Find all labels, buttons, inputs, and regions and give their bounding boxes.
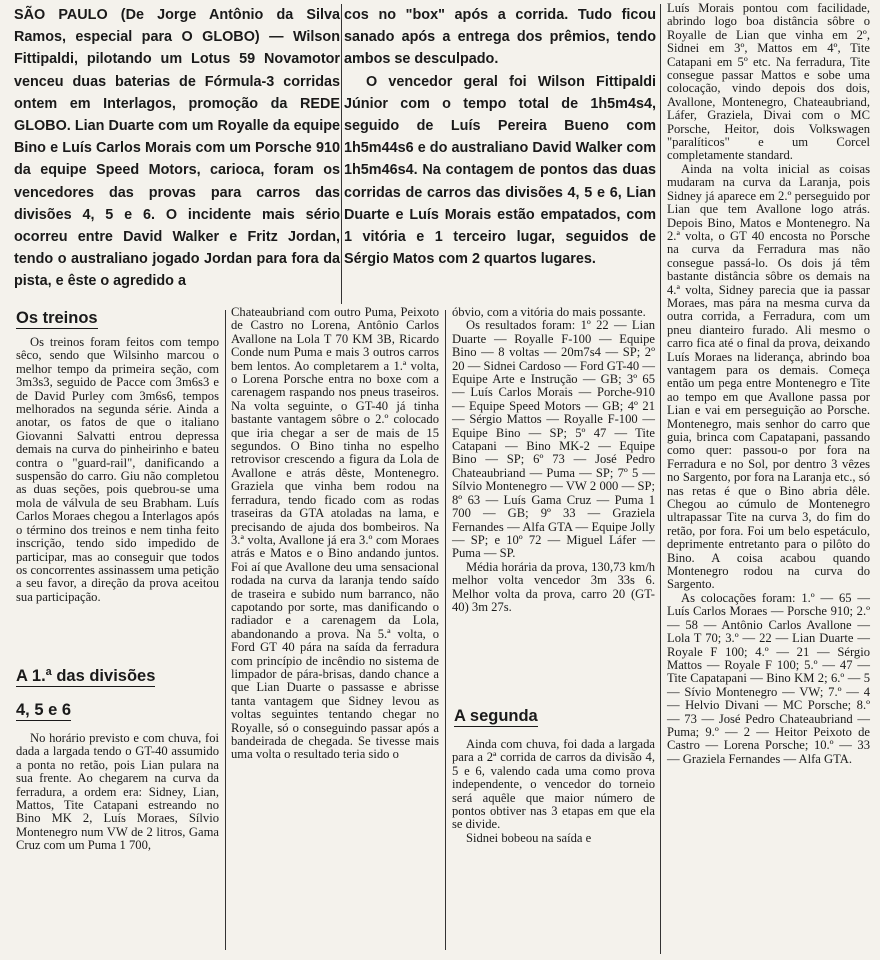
treinos-column (16, 336, 219, 604)
column-3-average: Média horária da prova, 130,73 km/h melhor volta vencedor 3m 33s 6. Melhor volta da prova, carro 20 (GT-40) 3m 27s. (452, 559, 655, 614)
column-4-placings: As colocações foram: 1.º — 65 — Luís Carlos Moraes — Porsche 910; 2.º — 58 — Antônio Carlos Avallone — Lola T 70; 3.º — 22 — Lian Duarte — Royale F 100; 4.º — 21 — Sérgio Mattos — Royale F 100; 5.º — 47 — Tite Capatapani — Bino KM 2; 6.º — 5 — Sívio Montenegro — VW; 7.º — 4 — Helvio Divani — MC Porsche; 8.º — 73 — José Pedro Chateaubriand — Puma; 9.º — 2 — Heitor Peixoto de Castro — Lorena Porsche; 10.º — 33 — Graziela Fernandes — Alfa GTA. (667, 590, 870, 766)
lead-continuation (344, 4, 656, 270)
section-heading-text: 4, 5 e 6 (16, 701, 72, 719)
column-3 (452, 306, 655, 614)
column-3-results: Os resultados foram: 1º 22 — Lian Duarte — Royalle F-100 — Equipe Bino — 8 voltas — 20m7s4 — SP; 2º 20 — Sidnei Cardoso — Ford GT-40 — Equipe Arte e Instrução — GB; 3º 65 — Luís Carlos Morais — Porche-910 — Equipe Speed Motors — GB; 4º 21 — Sérgio Mattos — Royalle F-100 — Equipe Bino — SP; 5º 47 — Tite Catapani — Bino MK-2 — Equipe Bino — SP; 6º 73 — José Pedro Chateaubriand — Puma — SP; 7º 5 — Sílvio Montenegro — VW 2 000 — SP; 8º 63 — Luís Gama Cruz — Puma 1 700 — GB; 9º 33 — Graziela Fernandes — Alfa GTA — Equipe Jolly — SP; e 10º 72 — Miguel Láfer — Puma — SP. (452, 318, 655, 561)
column-2 (231, 306, 439, 762)
column-2-text: Chateaubriand com outro Puma, Peixoto de Castro no Lorena, Antônio Carlos Avallone na Lola T 70 KM 3B, Ricardo Conde num Puma e mais 3 outros carros bem lentos. Ao completarem a 1.ª volta, o Lorena Porsche entra no boxe com a carenagem raspando nos pneus traseiros. Na volta seguinte, o GT-40 já tinha bastante vantagem sôbre o 2.º colocado que iria chegar a ser de mais de 15 segundos. O Bino tinha no espelho retrovisor crescendo a figura da Lola de Avallone e atrás dêste, Montenegro. Graziela que vinha bem rodou na ferradura, tendo ficado com as rodas traseiras da GTA atoladas na lama, e precisando de ajuda dos bombeiros. Na 3.ª volta, Avallone já era 3.º com Moraes atrás e Matos e o Bino andando juntos. Foi aí que Avallone deu uma sensacional rodada na curva da laranja tendo saído de traseira e subido num barranco, não capotando por sorte, mas danificando o radiador e a carenagem da Lola, abandonando a prova. Na 5.ª volta, o Ford GT 40 pára na saída da ferradura com princípio de incêndio no sistema de limpador de pára-brisas, dando chance a que Lian Duarte o passasse e abrisse tanta vantagem que Sidney levou as voltas seguintes tentando chegar no Royalle, só o conseguindo passar após a bandeirada de chegada. Se tivesse mais uma volta o resultado teria sido o (231, 305, 439, 762)
segunda-text: Ainda com chuva, foi dada a largada para a 2ª corrida de carros da divisão 4, 5 e 6, valendo cada uma como prova independente, o vencedor do torneio será aquêle que maior número de pontos obtiver nas 3 etapas em que ela se divide. (452, 737, 655, 832)
column-4 (667, 2, 870, 766)
column-rule (445, 310, 446, 950)
section-heading-primeira-line2 (16, 698, 216, 722)
column-4-text-1: Luís Morais pontou com facilidade, abrindo logo boa distância sôbre o Royalle de Lian que vinha em 2º, Sidnei em 3º, Mattos em 4º, Tite Catapani em 5º etc. Na ferradura, Tite consegue passar Mattos e sobe uma colocação, vindo depois dos dois, Avallone, Montenegro, Chateaubriand, Láfer, Graziela, Divai com o MC Porsche, Heitor, dois Volkswagen "paralíticos" e um Corcel completamente standard. (667, 1, 870, 163)
column-rule (225, 310, 226, 950)
treinos-text: Os treinos foram feitos com tempo sêco, sendo que Wilsinho marcou o melhor tempo da primeira seção, com 3m3s3, seguido de Pacce com 3m6s3 e de David Purley com 3m6s6, tempos melhorados na segunda série. Ainda a anotar, os fatos de que o italiano Giovanni Salvatti entrou depressa demais na curva do pinheirinho e bateu contra o "guard-rail", danificando a suspensão do carro. Giu não completou as duas seções, pois quebrou-se uma mola de válvula de seu Brabham. Luís Carlos Moraes chegou a Interlagos após o término dos treinos e nem tinha feito inscrição, tendo sido impedido de participar, mas ao conseguir que todos os concorrentes assinassem uma petição a seu favor, a direção da prova aceitou sua participação. (16, 335, 219, 604)
section-heading-text: Os treinos (16, 309, 98, 327)
section-heading-segunda (454, 704, 644, 728)
lead-paragraph: SÃO PAULO (De Jorge Antônio da Silva Ramos, especial para O GLOBO) — Wilson Fittipaldi, pilotando um Lotus 59 Novamotor venceu duas baterias de Fórmula-3 corridas ontem em Interlagos, promoção da REDE GLOBO. Lian Duarte com um Royalle da equipe Bino e Luís Carlos Morais com um Porsche 910 da equipe Speed Motors, carioca, foram os vencedores das provas para carros das divisões 4, 5 e 6. O incidente mais sério ocorreu entre David Walker e Fritz Jordan, tendo o australiano jogado Jordan para fora da pista, e êste o agredido a (14, 7, 340, 290)
segunda-text-2: Sidnei bobeou na saída e (466, 830, 592, 845)
column-4-text-2: Ainda na volta inicial as coisas mudaram na curva da Laranja, pois Sidney já aparece em 2.º perseguido por Lian que tem Avallone logo atrás. Depois Bino, Matos e Montenegro. Na 2.ª volta, o GT 40 encosta no Porsche na curva da Ferradura mas não consegue passá-lo. Os dois já têm bastante distância sôbre os demais na 4.ª volta, Sidney parecia que ia passar Moraes, mas pára na mesma curva da outra corrida, a Ferradura, com um pneu dianteiro furado. Ali mesmo o carro fica até o final da prova, deixando Luís Moraes na liderança, abrindo boa vantagem para os demais. Começa então um pega entre Montenegro e Tite ao tempo em que Avallone passa por Lian e vai em perseguição ao Porsche. Montenegro, mais senhor do carro que guia, brinca com Capatapani, passando como quer: passou-o por fora na Ferradura e no Sol, por dentro 3 vêzes no Sargento, por fora na Laranja etc., só nas retas é que o Bino abria dêle. Chegou ao cúmulo de Montenegro ultrapassar Tite na curva 3, do fim do retão, por fora. Foi um belo espetáculo, deprimente entretanto para o pilôto do Bino. A coisa acabou quando Montenegro rodou na curva do Sargento. (667, 161, 870, 592)
section-heading-treinos (16, 306, 216, 330)
lead-paragraph-2: O vencedor geral foi Wilson Fittipaldi Júnior com o tempo total de 1h5m4s4, seguido de Luís Pereira Bueno com 1h5m44s6 e do australiano David Walker com 1h5m46s4. Na contagem de pontos das duas corridas de carros das divisões 4, 5 e 6, Lian Duarte e Luís Morais estão empatados, com 1 vitória e 1 terceiro lugar, seguidos de Sérgio Matos com 2 quartos lugares. (344, 73, 656, 268)
segunda-column (452, 738, 655, 845)
section-heading-text: A segunda (454, 707, 538, 725)
section-heading-primeira-line1 (16, 664, 226, 688)
lead-continuation-text: cos no "box" após a corrida. Tudo ficou sanado após a entrega dos prêmios, tendo ambos se desculpado. (344, 7, 656, 68)
column-3-text-1: óbvio, com a vitória do mais possante. (452, 305, 646, 319)
column-rule (341, 4, 342, 304)
section-heading-text: A 1.ª das divisões (16, 667, 156, 685)
primeira-text: No horário previsto e com chuva, foi dada a largada tendo o GT-40 assumido a ponta no retão, pois Lian pulara na sua frente. Ao chegarem na curva da ferradura, a ordem era: Sidney, Lian, Mattos, Tite Catapani estreando no Bino MK 2, Luís Moraes, Sílvio Montenegro num VW de 2 litros, Gama Cruz com um Puma 1 700, (16, 731, 219, 853)
primeira-column (16, 732, 219, 853)
column-rule (660, 4, 661, 954)
